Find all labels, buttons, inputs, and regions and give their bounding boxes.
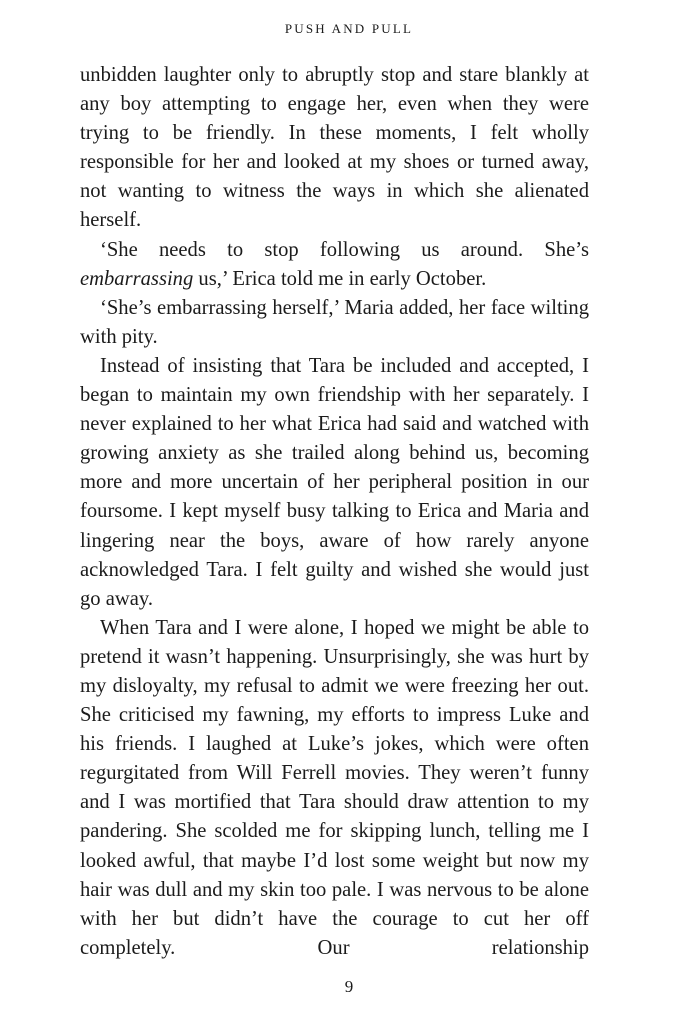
- paragraph-2: [80, 236, 589, 294]
- paragraph-3: ‘She’s embarrassing herself,’ Maria added, her face wilting with pity.: [80, 296, 589, 348]
- body-text: [80, 61, 589, 963]
- page-number: 9: [344, 977, 354, 996]
- paragraph-1: unbidden laughter only to abruptly stop and stare blankly at any boy attempting to engage her, even when they were trying to be friendly. In these moments, I felt wholly responsible for her and looked at my shoes or turned away, not wanting to witness the ways in which she alienated herself.: [80, 64, 589, 232]
- emphasized-word: embarrassing: [80, 267, 194, 290]
- paragraph-5: When Tara and I were alone, I hoped we might be able to pretend it wasn’t happening. Unsurprisingly, she was hurt by my disloyalty, my refusal to admit we were freezing her out. She criticised my fawning, my efforts to impress Luke and his friends. I laughed at Luke’s jokes, which were often regurgitated from Will Ferrell movies. They weren’t funny and I was mortified that Tara should draw attention to my pandering. She scolded me for skipping lunch, telling me I looked awful, that maybe I’d lost some weight but now my hair was dull and my skin too pale. I was nervous to be alone with her but didn’t have the courage to cut her off completely. Our relationship: [80, 616, 589, 959]
- paragraph-2-text-start: ‘She needs to stop following us around. She’s: [100, 238, 589, 261]
- paragraph-4: Instead of insisting that Tara be included and accepted, I began to maintain my own friendship with her separately. I never explained to her what Erica had said and watched with growing anxiety as she trailed along behind us, becoming more and more uncertain of her peripheral position in our foursome. I kept myself busy talking to Erica and Maria and lingering near the boys, aware of how rarely anyone acknowledged Tara. I felt guilty and wished she would just go away.: [80, 354, 589, 610]
- paragraph-2-text-end: us,’ Erica told me in early October.: [193, 267, 487, 290]
- running-head-title: PUSH AND PULL: [284, 21, 414, 36]
